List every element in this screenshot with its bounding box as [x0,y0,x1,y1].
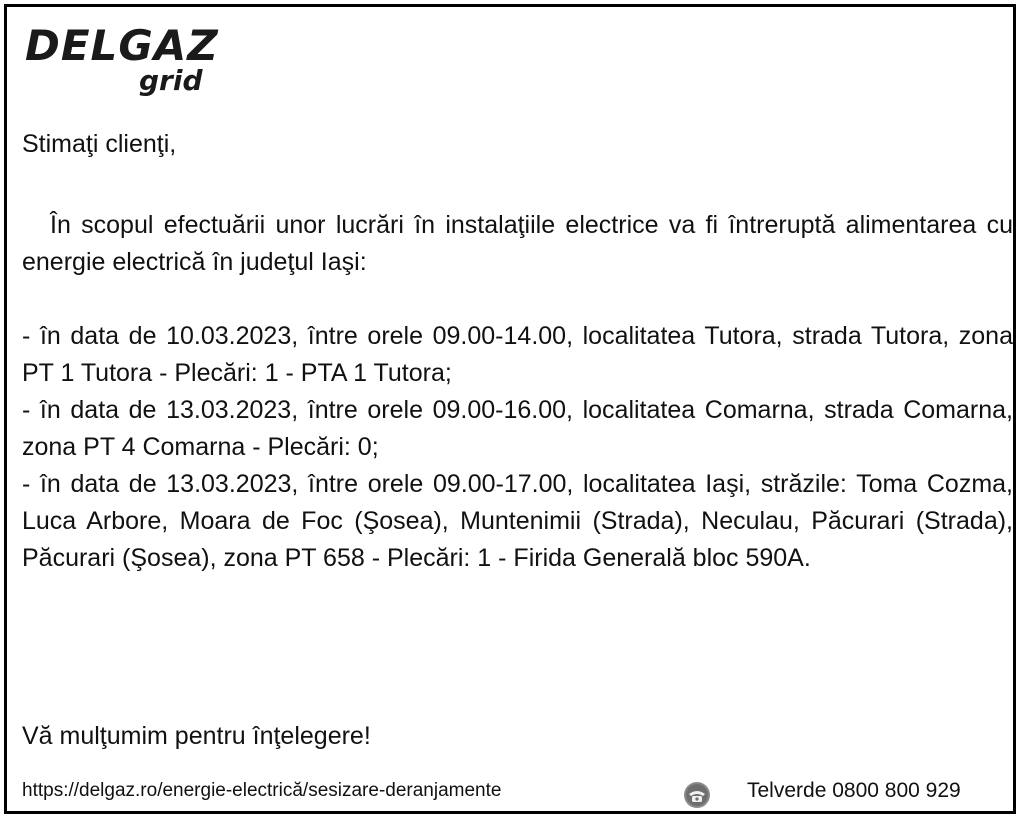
footer-url-link[interactable]: https://delgaz.ro/energie-electrică/sesizare-deranjamente [22,780,502,801]
salutation: Stimaţi clienţi, [22,130,177,158]
intro-paragraph: În scopul efectuării unor lucrări în instalaţiile electrice va fi întreruptă alimentarea cu energie electrică în judeţul Iaşi: [22,211,1013,276]
logo-main-text: DELGAZ [25,21,219,70]
logo-sub-text: grid [139,64,203,97]
outage-item-1: - în data de 10.03.2023, între orele 09.00-14.00, localitatea Tutora, strada Tutora, zona PT 1 Tutora - Plecări: 1 - PTA 1 Tutora; [22,322,1013,387]
delgaz-grid-logo [25,23,225,103]
outage-item-2: - în data de 13.03.2023, între orele 09.00-16.00, localitatea Comarna, strada Comarna, zona PT 4 Comarna - Plecări: 0; [22,396,1013,461]
footer-phone-number: Telverde 0800 800 929 [747,779,961,802]
paragraph-spacer [22,281,1013,318]
notice-body [22,207,1013,577]
closing-line: Vă mulţumim pentru înţelegere! [22,722,371,750]
notice-frame [4,4,1016,814]
telephone-icon [683,781,711,809]
outage-item-3: - în data de 13.03.2023, între orele 09.00-17.00, localitatea Iaşi, străzile: Toma Cozma, Luca Arbore, Moara de Foc (Şosea), Muntenimii (Strada), Neculau, Păcurari (Strada), Păcurari (Şosea), zona PT 658 - Plecări: 1 - Firida Generală bloc 590A. [22,470,1013,572]
